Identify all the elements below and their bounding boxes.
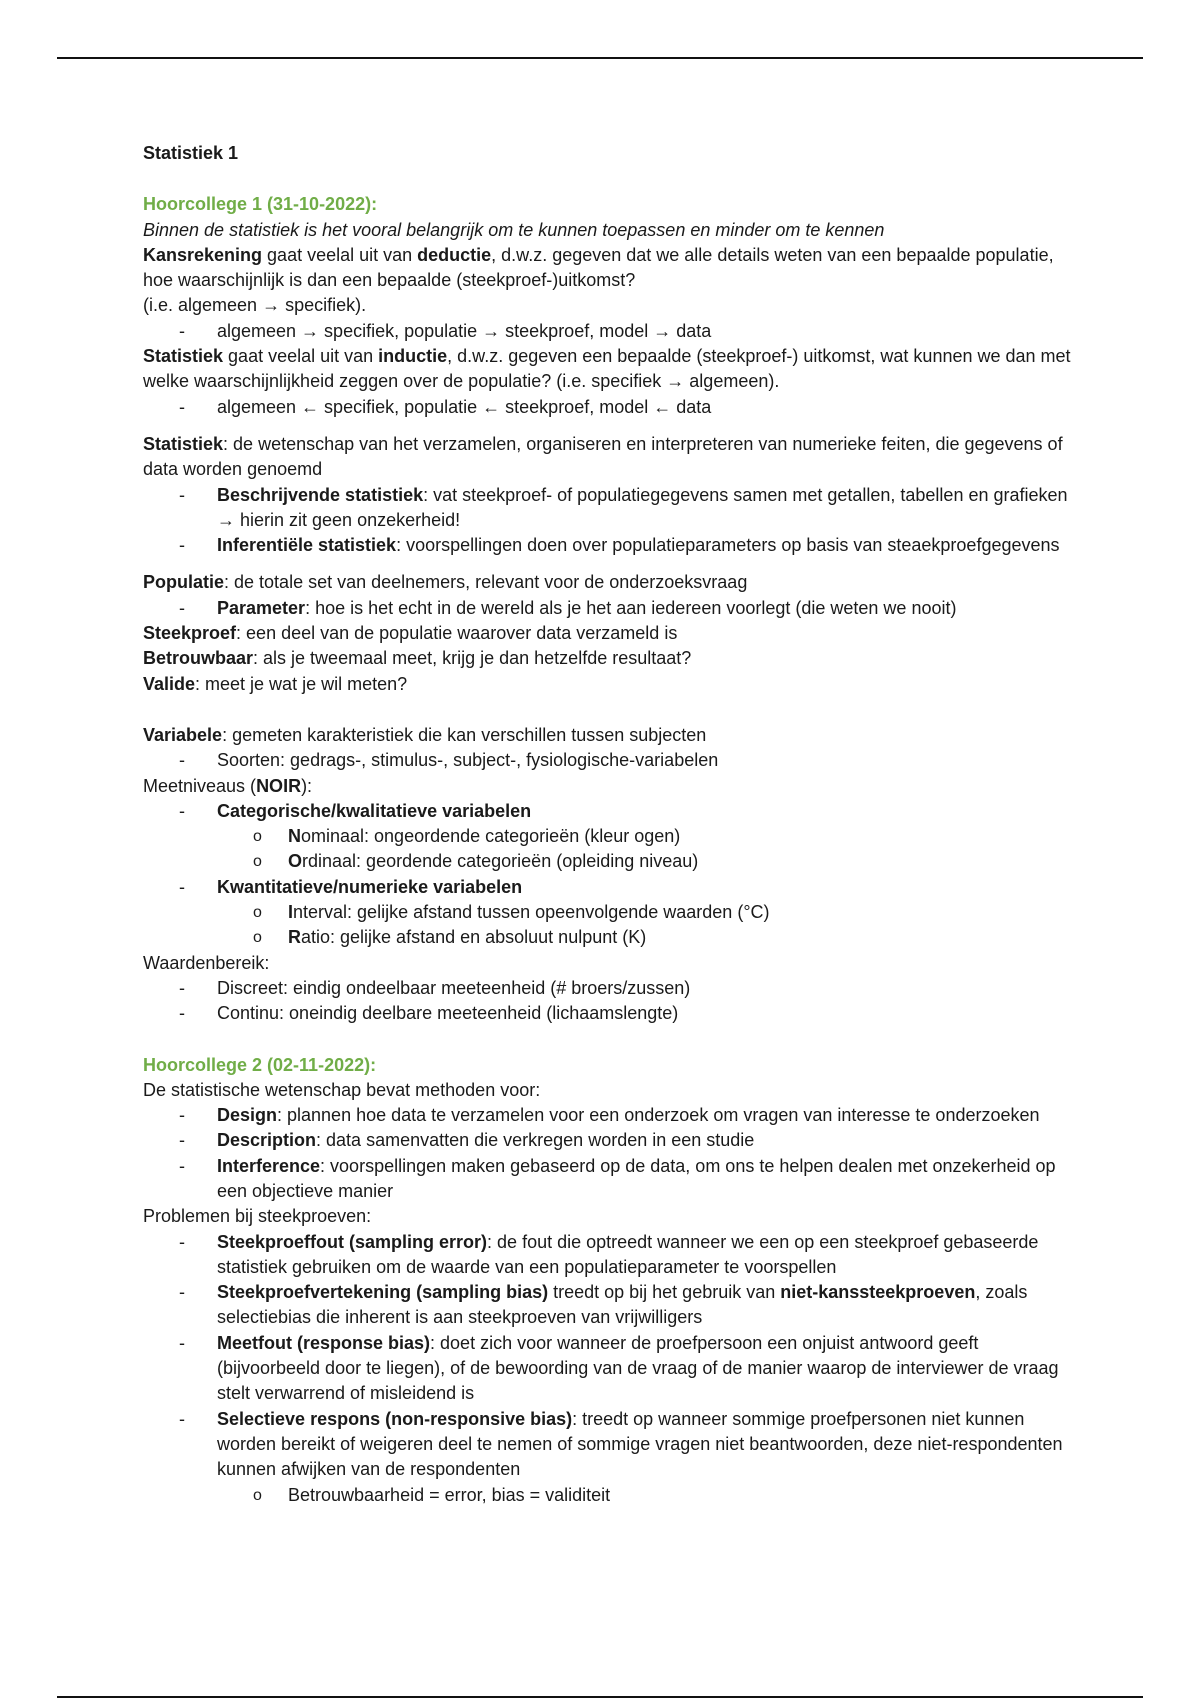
document-title: Statistiek 1 xyxy=(143,143,239,163)
list-item: - Selectieve respons (non-responsive bias): treedt op wanneer sommige proefpersonen niet kunnen worden bereikt of weigeren deel te nemen of sommige vragen niet beantwoorden, deze niet-respondenten kunnen afwijken van de respondenten xyxy=(143,1407,1083,1483)
list-item: - Design: plannen hoe data te verzamelen voor een onderzoek om vragen van interesse te onderzoeken xyxy=(143,1103,1083,1128)
list-item: - Discreet: eindig ondeelbaar meeteenheid (# broers/zussen) xyxy=(143,976,1083,1001)
meetniveaus-label: Meetniveaus (NOIR): xyxy=(143,775,313,796)
section-heading-hc2: Hoorcollege 2 (02-11-2022): xyxy=(143,1054,377,1075)
statistiek-paragraph: Statistiek gaat veelal uit van inductie, d.w.z. gegeven een bepaalde (steekproef-) uitkomst, wat kunnen we dan met welke waarschijnlijkheid zeggen over de populatie? (i.e. specifiek → algemeen). xyxy=(143,346,1071,392)
list-item: - algemeen → specifiek, populatie → steekproef, model → data xyxy=(143,319,1083,344)
list-item: - Description: data samenvatten die verkregen worden in een studie xyxy=(143,1128,1083,1153)
list-item: - Categorische/kwalitatieve variabelen xyxy=(143,799,1083,824)
section-heading-hc1: Hoorcollege 1 (31-10-2022): xyxy=(143,194,378,215)
footer-rule xyxy=(57,1696,1143,1698)
list-item: - Inferentiële statistiek: voorspellingen doen over populatieparameters op basis van steaekproefgegevens xyxy=(143,533,1083,558)
sub-list-item: o Ordinaal: geordende categorieën (opleiding niveau) xyxy=(143,849,1083,874)
definition-valide: Valide: meet je wat je wil meten? xyxy=(143,673,408,694)
definition-variabele: Variabele: gemeten karakteristiek die kan verschillen tussen subjecten xyxy=(143,724,707,745)
definition-statistiek: Statistiek: de wetenschap van het verzamelen, organiseren en interpreteren van numerieke feiten, die gegevens of data worden genoemd xyxy=(143,433,1063,480)
definition-betrouwbaar: Betrouwbaar: als je tweemaal meet, krijg je dan hetzelfde resultaat? xyxy=(143,648,692,669)
list-item: - Soorten: gedrags-, stimulus-, subject-, fysiologische-variabelen xyxy=(143,748,1083,773)
hc2-intro: De statistische wetenschap bevat methoden voor: xyxy=(143,1079,541,1100)
list-item: - Continu: oneindig deelbare meeteenheid (lichaamslengte) xyxy=(143,1001,1083,1026)
hc1-intro: Binnen de statistiek is het vooral belangrijk om te kunnen toepassen en minder om te kennen xyxy=(143,219,885,240)
list-item: - algemeen ← specifiek, populatie ← steekproef, model ← data xyxy=(143,395,1083,420)
sub-list-item: o Nominaal: ongeordende categorieën (kleur ogen) xyxy=(143,824,1083,849)
list-item: - Interference: voorspellingen maken gebaseerd op de data, om ons te helpen dealen met onzekerheid op een objectieve manier xyxy=(143,1154,1083,1205)
definition-populatie: Populatie: de totale set van deelnemers, relevant voor de onderzoeksvraag xyxy=(143,572,748,593)
list-item: - Parameter: hoe is het echt in de wereld als je het aan iedereen voorlegt (die weten we nooit) xyxy=(143,596,1083,621)
header-rule xyxy=(57,57,1143,59)
list-item: - Kwantitatieve/numerieke variabelen xyxy=(143,875,1083,900)
problemen-label: Problemen bij steekproeven: xyxy=(143,1206,372,1227)
document-body xyxy=(143,141,1083,1508)
list-item: - Steekproeffout (sampling error): de fout die optreedt wanneer we een op een steekproef gebaseerde statistiek gebruiken om de waarde van een populatieparameter te voorspellen xyxy=(143,1230,1083,1281)
kansrekening-ie: (i.e. algemeen → specifiek). xyxy=(143,295,367,316)
definition-steekproef: Steekproef: een deel van de populatie waarover data verzameld is xyxy=(143,623,678,644)
sub-list-item: o Ratio: gelijke afstand en absoluut nulpunt (K) xyxy=(143,925,1083,950)
waardenbereik-label: Waardenbereik: xyxy=(143,952,270,973)
list-item: - Beschrijvende statistiek: vat steekproef- of populatiegegevens samen met getallen, tabellen en grafieken → hierin zit geen onzekerheid! xyxy=(143,483,1083,534)
sub-list-item: o Interval: gelijke afstand tussen opeenvolgende waarden (°C) xyxy=(143,900,1083,925)
sub-list-item: o Betrouwbaarheid = error, bias = validiteit xyxy=(143,1483,1083,1508)
kansrekening-paragraph: Kansrekening gaat veelal uit van deductie, d.w.z. gegeven dat we alle details weten van een bepaalde populatie, hoe waarschijnlijk is dan een bepaalde (steekproef-)uitkomst? xyxy=(143,244,1054,291)
list-item: - Meetfout (response bias): doet zich voor wanneer de proefpersoon een onjuist antwoord geeft (bijvoorbeeld door te liegen), of de bewoording van de vraag of de manier waarop de interviewer de vraag stelt verwarrend of misleidend is xyxy=(143,1331,1083,1407)
list-item: - Steekproefvertekening (sampling bias) treedt op bij het gebruik van niet-kanssteekproeven, zoals selectiebias die inherent is aan steekproeven van vrijwilligers xyxy=(143,1280,1083,1331)
